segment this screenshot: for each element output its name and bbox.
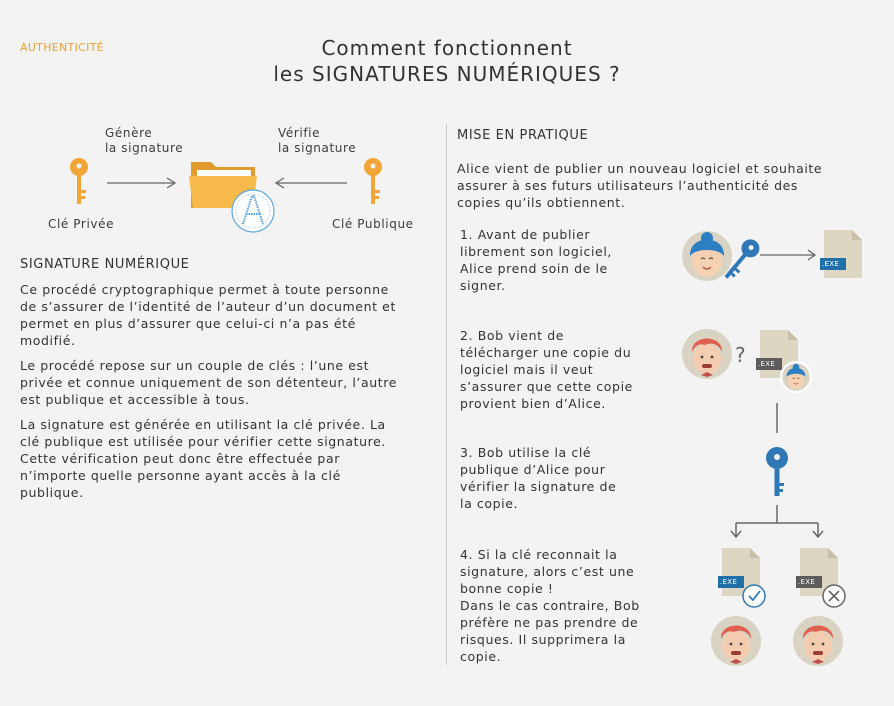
generate-label: Génère la signature [105, 126, 184, 155]
exe-label: .EXE [822, 260, 840, 268]
bob-avatar-icon [711, 616, 761, 666]
alice-avatar-icon [682, 231, 732, 281]
practice-heading: MISE EN PRATIQUE [457, 128, 589, 143]
cross-circle-icon [823, 585, 845, 607]
signature-paragraph: Ce procédé cryptographique permet à toute personne de s’assurer de l’identité de l’auteur d’un document et permet en plus d’assurer que celui-ci n’a pas été modifié. [20, 282, 396, 348]
public-key-label: Clé Publique [332, 217, 414, 231]
signature-heading: SIGNATURE NUMÉRIQUE [20, 257, 190, 272]
step-4-text: 4. Si la clé reconnait la signature, alors c’est une bonne copie ! Dans le cas contraire, Bob préfère ne pas prendre de risques. Il supprimera la copie. [460, 547, 640, 664]
bob-avatar-icon [682, 329, 732, 379]
step-2-text: 2. Bob vient de télécharger une copie du logiciel mais il veut s’assurer que cette copie provient bien d’Alice. [460, 328, 633, 411]
exe-label: .EXE [720, 578, 738, 586]
blue-key-icon [766, 447, 788, 496]
page-title-line1: Comment fonctionnent [321, 36, 573, 60]
signature-paragraph: La signature est générée en utilisant la clé privée. La clé publique est utilisée pour vérifier cette signature. Cette vérification peut donc être effectuée par n’importe quelle personne ayant accès à la clé publique. [20, 417, 386, 500]
step-1-text: 1. Avant de publier librement son logiciel, Alice prend soin de le signer. [460, 227, 612, 293]
exe-label: .EXE [798, 578, 816, 586]
private-key-label: Clé Privée [48, 217, 115, 231]
section-tag: AUTHENTICITÉ [20, 41, 104, 54]
branch-connector [731, 505, 823, 537]
exe-file-icon [820, 230, 862, 278]
practice-intro: Alice vient de publier un nouveau logiciel et souhaite assurer à ses futurs utilisateurs l’authenticité des copies qu’ils obtiennent. [457, 161, 823, 210]
exe-label: .EXE [758, 360, 776, 368]
check-circle-icon [743, 585, 765, 607]
page-title-line2: les SIGNATURES NUMÉRIQUES ? [273, 62, 621, 86]
step-3-text: 3. Bob utilise la clé publique d’Alice pour vérifier la signature de la copie. [460, 445, 617, 511]
signature-paragraph: Le procédé repose sur un couple de clés : l’une est privée et connue uniquement de son détenteur, l’autre est publique et accessible à tous. [20, 358, 398, 407]
bob-avatar-icon [793, 616, 843, 666]
question-mark: ? [735, 343, 746, 367]
alice-signature-badge-icon [780, 361, 812, 393]
arrow-right-icon [760, 250, 815, 260]
verify-label: Vérifie la signature [278, 126, 357, 155]
